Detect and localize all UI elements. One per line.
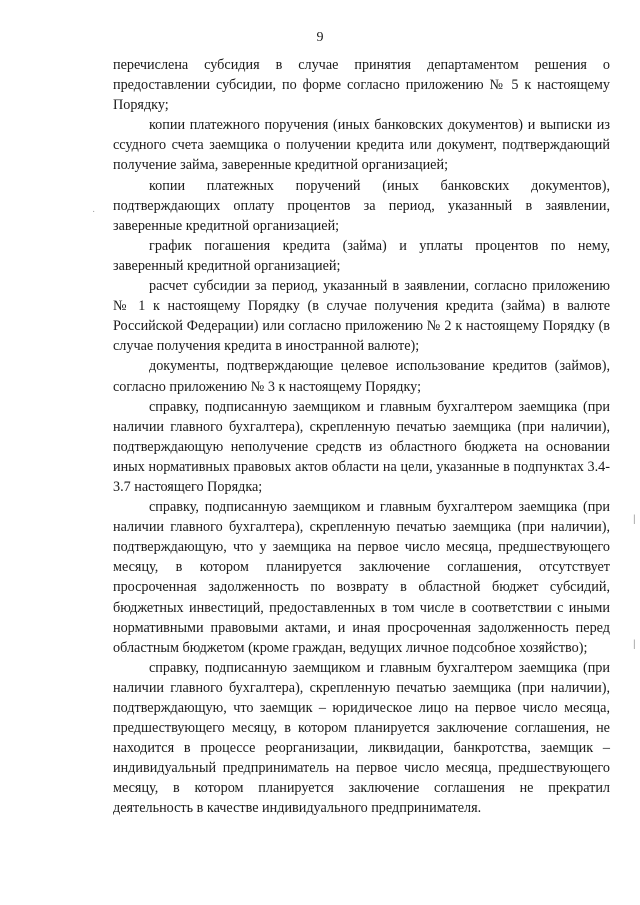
paragraph: расчет субсидии за период, указанный в заявлении, согласно приложению № 1 к настоящему Порядку (в случае получения кредита (займа) в валюте Российской Федерации) или согласно приложению № 2 к настоящему Порядку (в случае получения кредита в иностранной валюте); [113, 278, 610, 355]
paragraph: копии платежного поручения (иных банковских документов) и выписки из ссудного счета заемщика о получении кредита или документ, подтверждающий получение займа, заверенные кредитной организацией; [113, 117, 610, 174]
paragraph: перечислена субсидия в случае принятия департаментом решения о предоставлении субсидии, по форме согласно приложению № 5 к настоящему Порядку; [113, 57, 610, 114]
paragraph: справку, подписанную заемщиком и главным бухгалтером заемщика (при наличии главного бухгалтера), скрепленную печатью заемщика (при наличии), подтверждающую, что заемщик – юридическое лицо на первое число месяца, предшествующего месяцу, в котором планируется заключение соглашения, не находится в процессе реорганизации, ликвидации, банкротства, заемщик – индивидуальный предприниматель на первое число месяца, предшествующего месяцу, в котором планируется заключение соглашения не прекратил деятельность в качестве индивидуального предпринимателя. [113, 659, 610, 817]
page-number: 9 [316, 30, 324, 45]
scan-mark: | [633, 639, 636, 650]
paragraph: справку, подписанную заемщиком и главным бухгалтером заемщика (при наличии главного бухгалтера), скрепленную печатью заемщика (при наличии), подтверждающую, что у заемщика на первое число месяца, предшествующего месяцу, в котором планируется заключение соглашения, отсутствует просроченная задолженность по возврату в областной бюджет субсидий, бюджетных инвестиций, предоставленных в том числе в соответствии с иными нормативными правовыми актами, и иная просроченная задолженность перед областным бюджетом (кроме граждан, ведущих личное подсобное хозяйство); [113, 499, 610, 656]
paragraph: график погашения кредита (займа) и уплаты процентов по нему, заверенный кредитной организацией; [113, 237, 610, 274]
scan-mark: · [92, 206, 96, 217]
paragraph: документы, подтверждающие целевое использование кредитов (займов), согласно приложению № 3 к настоящему Порядку; [113, 358, 610, 395]
document-body [113, 55, 610, 819]
paragraph: копии платежных поручений (иных банковских документов), подтверждающих оплату процентов за период, указанный в заявлении, заверенные кредитной организацией; [113, 177, 610, 234]
paragraph: справку, подписанную заемщиком и главным бухгалтером заемщика (при наличии главного бухгалтера), скрепленную печатью заемщика (при наличии), подтверждающую неполучение средств из областного бюджета на основании иных нормативных правовых актов области на цели, указанные в подпунктах 3.4-3.7 настоящего Порядка; [113, 398, 610, 495]
scan-mark: | [633, 514, 636, 525]
